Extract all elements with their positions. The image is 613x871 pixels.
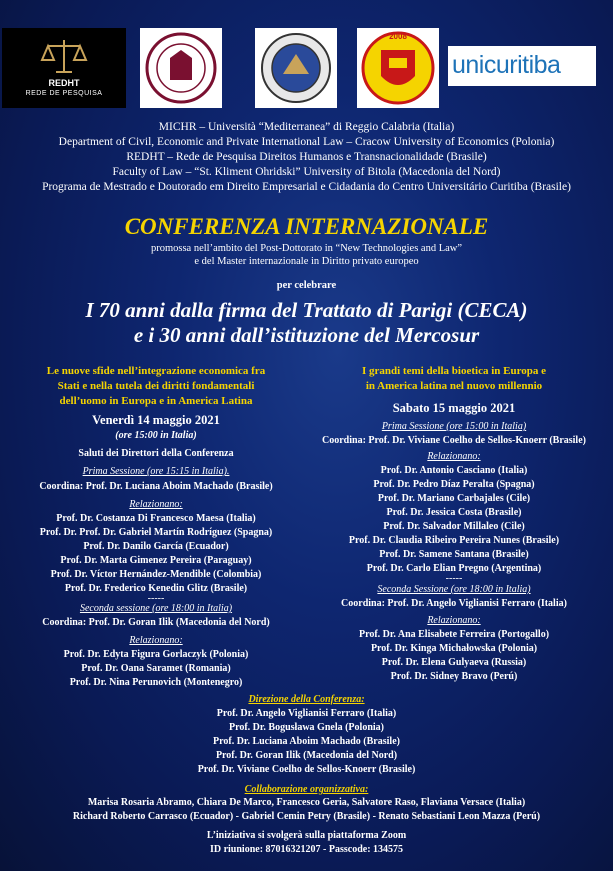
- direction-member: Prof. Dr. Bogusława Gnela (Polonia): [228, 722, 384, 733]
- right-session-2: Seconda Sessione (ore 18:00 in Italia): [377, 584, 531, 595]
- left-time: (ore 15:00 in Italia): [115, 430, 197, 441]
- bitola-law-faculty-logo: [255, 28, 337, 108]
- right-speaker: Prof. Dr. Antonio Casciano (Italia): [380, 465, 528, 476]
- coordinator-name: : Prof. Dr. Luciana Aboim Machado (Brasile): [79, 481, 273, 492]
- right-date: Sabato 15 maggio 2021: [392, 401, 516, 415]
- coordinator-name: : Prof. Dr. Viviane Coelho de Sellos-Knoerr (Brasile): [362, 435, 586, 446]
- direction-label: Direzione della Conferenza:: [248, 694, 365, 705]
- coordinator-label: Coordina: [341, 598, 382, 609]
- direction-member: Prof. Dr. Viviane Coelho de Sellos-Knoerr (Brasile): [197, 764, 416, 775]
- cracow-university-logo: [140, 28, 222, 108]
- coordinator-label: Coordina: [322, 435, 363, 446]
- left-speakers-label-1: Relazionano:: [129, 499, 183, 510]
- bitola-logo-year: 2008: [389, 32, 407, 41]
- right-speaker: Prof. Dr. Samene Santana (Brasile): [379, 549, 529, 560]
- coordinator-label: Coordina: [39, 481, 80, 492]
- right-speaker: Prof. Dr. Carlo Elian Pregno (Argentina): [366, 563, 542, 574]
- right-speaker: Prof. Dr. Pedro Díaz Peralta (Spagna): [373, 479, 535, 490]
- direction-member: Prof. Dr. Goran Ilik (Macedonia del Nord): [215, 750, 398, 761]
- right-speakers-label-2: Relazionano:: [427, 615, 481, 626]
- promo-line-1: promossa nell’ambito del Post-Dottorato in “New Technologies and Law”: [150, 243, 463, 254]
- right-speaker: Prof. Dr. Mariano Carbajales (Cile): [377, 493, 531, 504]
- institution-line: MICHR – Università “Mediterranea” di Reggio Calabria (Italia): [158, 121, 455, 133]
- conference-title: CONFERENZA INTERNAZIONALE: [124, 214, 489, 239]
- promo-line-2: e del Master internazionale in Diritto privato europeo: [194, 256, 419, 267]
- left-theme-line: Le nuove sfide nell’integrazione economica fra: [46, 365, 266, 377]
- left-theme-line: Stati e nella tutela dei diritti fondamentali: [57, 380, 255, 392]
- right-theme-line: I grandi temi della bioetica in Europa e: [361, 365, 547, 377]
- university-seal-icon: [140, 28, 222, 108]
- celebrate-label: per celebrare: [276, 280, 337, 291]
- left-greetings: Saluti dei Direttori della Conferenza: [78, 448, 234, 459]
- right-session-1: Prima Sessione (ore 15:00 in Italia): [381, 421, 527, 432]
- collab-label: Collaborazione organizzativa:: [244, 784, 369, 795]
- direction-member: Prof. Dr. Luciana Aboim Machado (Brasile): [213, 736, 400, 747]
- zoom-platform-note: L’iniziativa si svolgerà sulla piattaforma Zoom: [206, 830, 407, 841]
- coordinator-name: : Prof. Dr. Angelo Viglianisi Ferraro (Italia): [381, 598, 567, 609]
- left-speaker: Prof. Dr. Marta Gimenez Pereira (Paraguay): [60, 555, 252, 566]
- right-coordinator-2: [304, 598, 604, 609]
- unicuritiba-logo-name: unicuritiba: [452, 51, 561, 79]
- redht-logo: [2, 28, 126, 108]
- direction-member: Prof. Dr. Angelo Viglianisi Ferraro (Italia): [216, 708, 397, 719]
- left-speaker: Prof. Dr. Frederico Kenedin Glitz (Brasile): [64, 583, 248, 594]
- zoom-meeting-info: ID riunione: 87016321207 - Passcode: 134575: [209, 844, 404, 855]
- coordinator-name: : Prof. Dr. Goran Ilik (Macedonia del Nord): [82, 617, 270, 628]
- left-speaker: Prof. Dr. Oana Saramet (Romania): [81, 663, 231, 674]
- redht-logo-sub: REDE DE PESQUISA: [25, 90, 103, 97]
- left-session-1: Prima Sessione (ore 15:15 in Italia).: [82, 466, 230, 477]
- left-session-2: Seconda sessione (ore 18:00 in Italia): [79, 603, 233, 614]
- coordinator-label: Coordina: [42, 617, 83, 628]
- bitola-university-logo: [357, 28, 439, 108]
- collab-line-1: Marisa Rosaria Abramo, Chiara De Marco, Francesco Geria, Salvatore Raso, Flaviana Versace (Italia): [87, 797, 526, 808]
- right-speaker: Prof. Dr. Salvador Millaleo (Cile): [383, 521, 525, 532]
- right-speakers-label-1: Relazionano:: [427, 451, 481, 462]
- left-date: Venerdì 14 maggio 2021: [92, 413, 220, 427]
- main-topic-line-2: e i 30 anni dall’istituzione del Mercosur: [133, 323, 480, 347]
- left-coordinator-1: [8, 481, 304, 492]
- left-speaker: Prof. Dr. Nina Perunovich (Montenegro): [69, 677, 243, 688]
- redht-logo-name: REDHT: [48, 78, 80, 88]
- left-speaker: Prof. Dr. Edyta Figura Gorlaczyk (Polonia): [63, 649, 249, 660]
- unicuritiba-logo: [448, 46, 596, 86]
- left-coordinator-2: [8, 617, 304, 628]
- right-speaker: Prof. Dr. Sidney Bravo (Perú): [390, 671, 518, 682]
- left-speaker: Prof. Dr. Costanza Di Francesco Maesa (Italia): [56, 513, 256, 524]
- right-speaker: Prof. Dr. Kinga Michałowska (Polonia): [370, 643, 538, 654]
- institution-line: Faculty of Law – “St. Kliment Ohridski” University of Bitola (Macedonia del Nord): [112, 166, 501, 178]
- faculty-seal-icon: [255, 28, 337, 108]
- right-theme-line: in America latina nel nuovo millennio: [365, 380, 543, 392]
- institution-line: REDHT – Rede de Pesquisa Direitos Humanos e Transnacionalidade (Brasile): [126, 151, 487, 163]
- right-separator: -----: [445, 573, 463, 584]
- collab-line-2: Richard Roberto Carrasco (Ecuador) - Gabriel Cemin Petry (Brasile) - Renato Sebastiani Leon Mazza (Perú): [72, 811, 541, 822]
- right-speaker: Prof. Dr. Jessica Costa (Brasile): [386, 507, 522, 518]
- left-speaker: Prof. Dr. Víctor Hernández-Mendible (Colombia): [50, 569, 262, 580]
- right-speaker: Prof. Dr. Elena Gulyaeva (Russia): [381, 657, 527, 668]
- left-separator: -----: [147, 593, 165, 604]
- main-topic-line-1: I 70 anni dalla firma del Trattato di Parigi (CECA): [85, 298, 528, 322]
- left-speaker: Prof. Dr. Danilo García (Ecuador): [83, 541, 229, 552]
- right-speaker: Prof. Dr. Claudia Ribeiro Pereira Nunes (Brasile): [348, 535, 560, 546]
- right-coordinator-1: [304, 435, 604, 446]
- left-theme-line: dell’uomo in Europa e in America Latina: [59, 395, 253, 407]
- left-speaker: Prof. Dr. Prof. Dr. Gabriel Martín Rodríguez (Spagna): [39, 527, 273, 538]
- institution-line: Department of Civil, Economic and Private International Law – Cracow University of Economics (Polonia): [58, 136, 555, 148]
- institution-line: Programa de Mestrado e Doutorado em Direito Empresarial e Cidadania do Centro Universitário Curitiba (Brasile): [42, 181, 571, 193]
- left-speakers-label-2: Relazionano:: [129, 635, 183, 646]
- right-speaker: Prof. Dr. Ana Elisabete Ferreira (Portogallo): [358, 629, 550, 640]
